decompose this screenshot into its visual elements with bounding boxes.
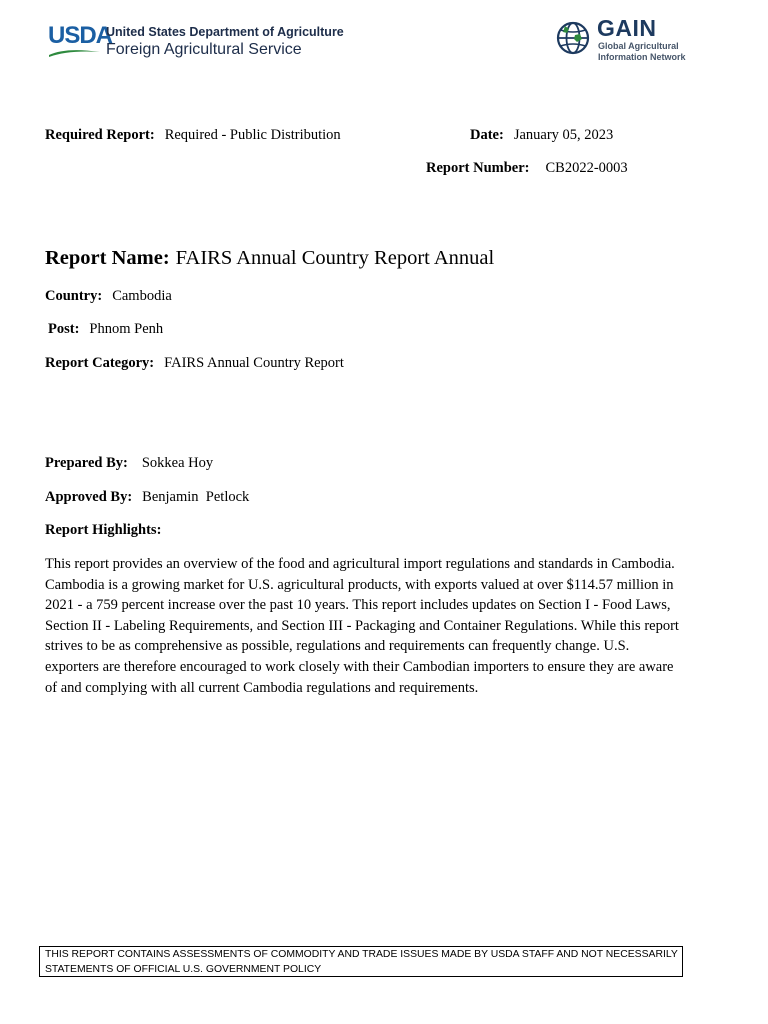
- required-report-value: Required - Public Distribution: [164, 127, 341, 143]
- prepared-by-row: [45, 455, 213, 472]
- approved-by-value: Benjamin Petlock: [142, 489, 250, 505]
- prepared-by-label: Prepared By:: [45, 455, 128, 471]
- disclaimer-box: THIS REPORT CONTAINS ASSESSMENTS OF COMMODITY AND TRADE ISSUES MADE BY USDA STAFF AND NOT NECESSARILY STATEMENTS OF OFFICIAL U.S. GOVERNMENT POLICY: [39, 946, 683, 977]
- country-label: Country:: [45, 288, 103, 304]
- usda-logo: [48, 20, 348, 66]
- post-label: Post:: [48, 321, 80, 337]
- date-value: January 05, 2023: [513, 127, 614, 143]
- country-row: [45, 288, 172, 305]
- report-name-value: FAIRS Annual Country Report Annual: [175, 247, 495, 269]
- report-name-row: [45, 247, 494, 270]
- approved-by-row: [45, 489, 249, 506]
- report-number-row: [426, 160, 628, 177]
- required-report-label: Required Report:: [45, 127, 155, 143]
- gain-wordmark: GAIN: [597, 15, 657, 41]
- prepared-by-value: Sokkea Hoy: [141, 455, 214, 471]
- post-value: Phnom Penh: [89, 321, 164, 337]
- post-row: [48, 321, 163, 338]
- report-number-label: Report Number:: [426, 160, 530, 176]
- report-category-label: Report Category:: [45, 355, 155, 371]
- agency-service: Foreign Agricultural Service: [106, 41, 302, 58]
- report-category-row: [45, 355, 344, 372]
- date-row: [470, 127, 613, 144]
- country-value: Cambodia: [112, 288, 172, 304]
- required-report-row: [45, 127, 341, 144]
- agency-name: United States Department of Agriculture: [106, 25, 344, 39]
- date-label: Date:: [470, 127, 504, 143]
- usda-wordmark: USDA: [48, 22, 113, 49]
- gain-logo: [555, 17, 725, 67]
- report-number-value: CB2022-0003: [545, 160, 628, 176]
- report-category-value: FAIRS Annual Country Report: [164, 355, 344, 371]
- report-highlights-heading: [45, 522, 161, 539]
- approved-by-label: Approved By:: [45, 489, 133, 505]
- usda-logo-icon: [48, 46, 102, 58]
- gain-tagline-1: Global Agricultural: [598, 41, 679, 51]
- report-highlights-text: This report provides an overview of the food and agricultural import regulations and standards in Cambodia. Cambodia is a growing market for U.S. agricultural products, with exports valued at over $114.57 million in 2021 - a 759 percent increase over the past 10 years. This report includes updates on Section I - Food Laws, Section II - Labeling Requirements, and Section III - Packaging and Container Regulations. While this report strives to be as comprehensive as possible, regulations and requirements can frequently change. U.S. exporters are therefore encouraged to work closely with their Cambodian importers to ensure they are aware of and complying with all current Cambodia regulations and requirements.: [45, 556, 679, 696]
- report-highlights-label: Report Highlights:: [45, 522, 162, 538]
- report-name-label: Report Name:: [45, 247, 170, 269]
- gain-tagline-2: Information Network: [598, 52, 686, 62]
- globe-icon: [555, 20, 591, 56]
